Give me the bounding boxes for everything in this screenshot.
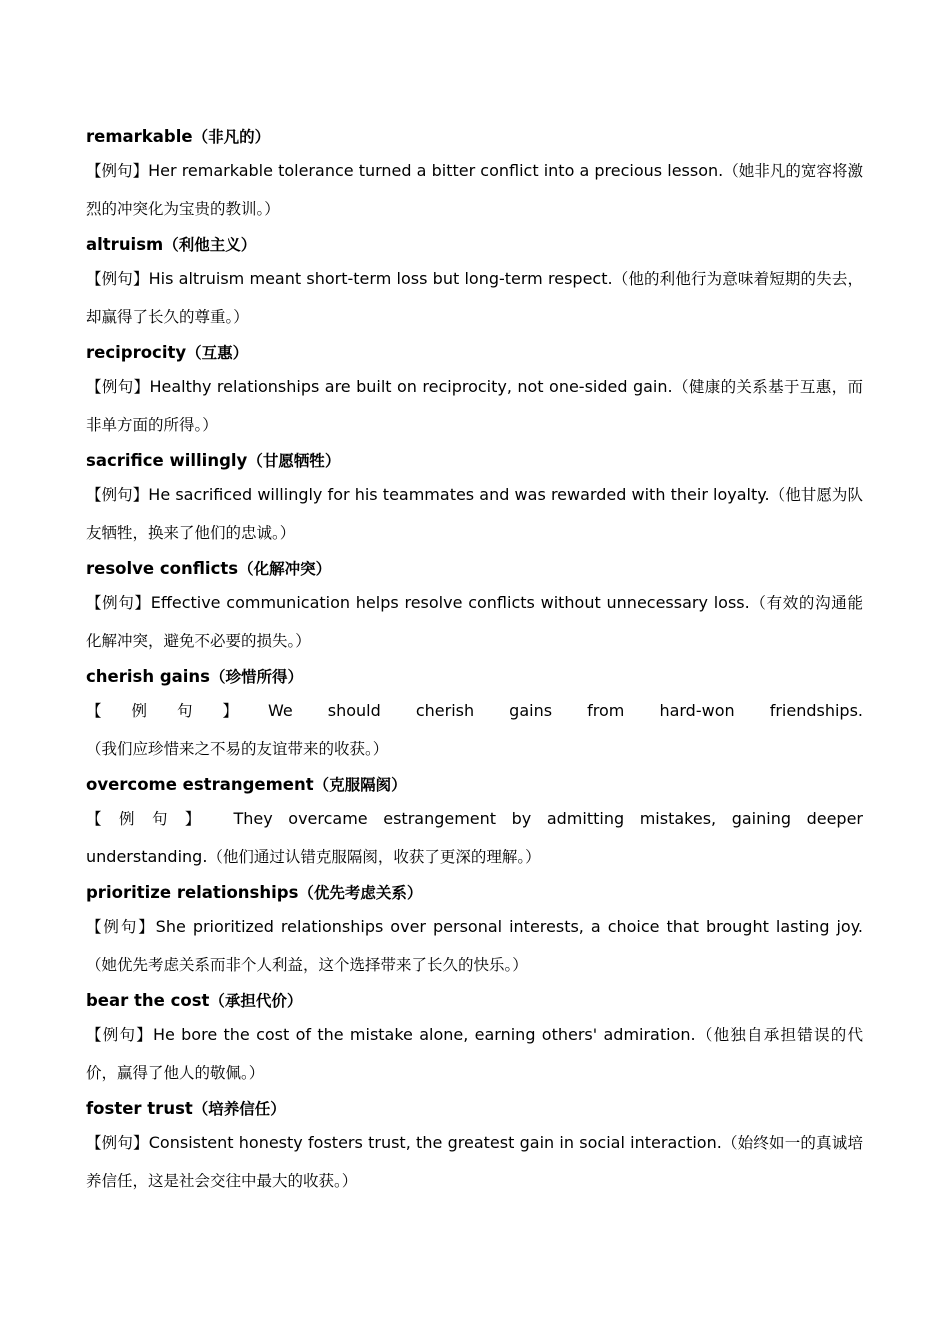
example-sentence	[86, 800, 863, 876]
vocab-term	[86, 229, 863, 260]
example-tag: 【例句】	[86, 486, 149, 504]
example-tag: 【例句】	[86, 378, 150, 396]
vocab-term	[86, 985, 863, 1016]
term-english: altruism	[86, 235, 164, 254]
term-english: overcome estrangement	[86, 775, 314, 794]
sentence-english: Effective communication helps resolve conflicts without unnecessary loss.	[150, 593, 750, 612]
vocab-entry-prioritize-relationships	[86, 877, 863, 984]
term-english: foster trust	[86, 1099, 193, 1118]
sentence-english: Healthy relationships are built on reciprocity, not one-sided gain.	[149, 377, 673, 396]
example-sentence	[86, 1124, 863, 1200]
vocab-term	[86, 769, 863, 800]
example-tag: 【例句】	[86, 162, 149, 180]
vocab-entry-remarkable	[86, 121, 863, 228]
term-english: sacrifice willingly	[86, 451, 248, 470]
sentence-translation: （始终如一的真诚培养信任，这是社会交往中最大的收获。）	[86, 1134, 863, 1190]
example-tag: 【例句】	[86, 1026, 153, 1044]
example-tag: 【例句】	[86, 270, 149, 288]
example-tag: 【例句】	[86, 918, 156, 936]
sentence-english: Her remarkable tolerance turned a bitter conflict into a precious lesson.	[148, 161, 724, 180]
vocabulary-document	[86, 121, 863, 1201]
term-chinese: （甘愿牺牲）	[247, 451, 341, 470]
sentence-translation: （她优先考虑关系而非个人利益，这个选择带来了长久的快乐。）	[86, 956, 528, 974]
vocab-term	[86, 1093, 863, 1124]
example-tag: 【例句】	[86, 702, 268, 720]
example-sentence	[86, 584, 863, 660]
vocab-entry-foster-trust	[86, 1093, 863, 1200]
example-tag: 【例句】	[86, 810, 218, 828]
vocab-term	[86, 121, 863, 152]
vocab-entry-overcome-estrangement	[86, 769, 863, 876]
term-chinese: （承担代价）	[209, 991, 303, 1010]
example-sentence	[86, 692, 863, 768]
example-sentence	[86, 260, 863, 336]
sentence-english: We should cherish gains from hard-won friendships.	[267, 701, 863, 720]
vocab-entry-sacrifice-willingly	[86, 445, 863, 552]
vocab-entry-reciprocity	[86, 337, 863, 444]
sentence-english: He bore the cost of the mistake alone, earning others' admiration.	[152, 1025, 696, 1044]
sentence-english: His altruism meant short-term loss but long-term respect.	[148, 269, 613, 288]
sentence-translation: （他甘愿为队友牺牲，换来了他们的忠诚。）	[86, 486, 863, 542]
vocab-entry-bear-the-cost	[86, 985, 863, 1092]
sentence-translation: （他们通过认错克服隔阂，收获了更深的理解。）	[207, 848, 541, 866]
vocab-entry-cherish-gains	[86, 661, 863, 768]
term-chinese: （非凡的）	[192, 127, 271, 146]
term-english: reciprocity	[86, 343, 187, 362]
sentence-translation: （她非凡的宽容将激烈的冲突化为宝贵的教训。）	[86, 162, 863, 218]
term-chinese: （化解冲突）	[238, 559, 332, 578]
vocab-term	[86, 661, 863, 692]
term-chinese: （培养信任）	[192, 1099, 286, 1118]
example-tag: 【例句】	[86, 594, 151, 612]
term-chinese: （克服隔阂）	[313, 775, 407, 794]
vocab-term	[86, 445, 863, 476]
sentence-translation: （他的利他行为意味着短期的失去，却赢得了长久的尊重。）	[86, 270, 863, 326]
sentence-translation: （有效的沟通能化解冲突，避免不必要的损失。）	[86, 594, 863, 650]
vocab-term	[86, 337, 863, 368]
sentence-translation: （健康的关系基于互惠，而非单方面的所得。）	[86, 378, 863, 434]
sentence-english: They overcame estrangement by admitting mistakes, gaining deeper understanding.	[86, 809, 863, 866]
example-sentence	[86, 368, 863, 444]
sentence-translation: （我们应珍惜来之不易的友谊带来的收获。）	[86, 740, 389, 758]
term-chinese: （互惠）	[186, 343, 249, 362]
example-tag: 【例句】	[86, 1134, 149, 1152]
example-sentence	[86, 476, 863, 552]
vocab-term	[86, 877, 863, 908]
example-sentence	[86, 1016, 863, 1092]
example-sentence	[86, 908, 863, 984]
sentence-english: She prioritized relationships over personal interests, a choice that brought lasting joy.	[155, 917, 863, 936]
vocab-term	[86, 553, 863, 584]
term-english: bear the cost	[86, 991, 210, 1010]
vocab-entry-resolve-conflicts	[86, 553, 863, 660]
sentence-english: Consistent honesty fosters trust, the greatest gain in social interaction.	[148, 1133, 722, 1152]
term-english: remarkable	[86, 127, 193, 146]
term-english: prioritize relationships	[86, 883, 299, 902]
term-chinese: （珍惜所得）	[210, 667, 304, 686]
term-english: resolve conflicts	[86, 559, 239, 578]
sentence-english: He sacrificed willingly for his teammates and was rewarded with their loyalty.	[148, 485, 770, 504]
term-english: cherish gains	[86, 667, 210, 686]
term-chinese: （利他主义）	[163, 235, 257, 254]
sentence-translation: （他独自承担错误的代价，赢得了他人的敬佩。）	[86, 1026, 863, 1082]
example-sentence	[86, 152, 863, 228]
term-chinese: （优先考虑关系）	[298, 883, 423, 902]
vocab-entry-altruism	[86, 229, 863, 336]
